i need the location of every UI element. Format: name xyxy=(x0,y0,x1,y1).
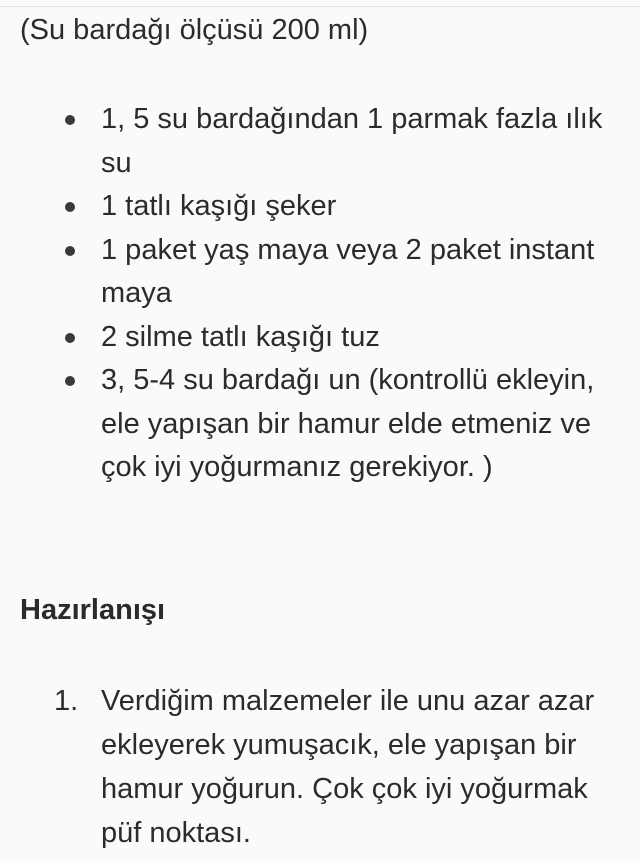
top-divider xyxy=(0,6,640,7)
bullet-icon xyxy=(65,333,75,343)
list-item xyxy=(0,185,640,229)
ingredient-text: 1 paket yaş maya veya 2 paket instant maya xyxy=(101,233,595,309)
list-item xyxy=(0,359,640,490)
bullet-icon xyxy=(65,376,75,386)
step-number: 1. xyxy=(54,685,79,717)
ingredient-text: 1 tatlı kaşığı şeker xyxy=(101,190,337,222)
step-text: Verdiğim malzemeler ile unu azar azar ekleyerek yumuşacık, ele yapışan bir hamur yoğurun. Çok çok iyi yoğurmak püf noktası. xyxy=(101,685,595,849)
ingredients-list xyxy=(0,98,640,490)
steps-list xyxy=(0,679,640,855)
ingredient-text: 1, 5 su bardağından 1 parmak fazla ılık su xyxy=(101,103,603,179)
bullet-icon xyxy=(65,202,75,212)
section-heading: Hazırlanışı xyxy=(20,594,166,626)
measurement-note: (Su bardağı ölçüsü 200 ml) xyxy=(20,14,369,46)
list-item xyxy=(0,98,640,185)
ingredient-text: 3, 5-4 su bardağı un (kontrollü ekleyin, ele yapışan bir hamur elde etmeniz ve çok iyi yoğurmanız gerekiyor. ) xyxy=(101,364,595,483)
list-item xyxy=(0,229,640,316)
bullet-icon xyxy=(65,246,75,256)
ingredient-text: 2 silme tatlı kaşığı tuz xyxy=(101,320,380,353)
step-item xyxy=(0,679,640,855)
bullet-icon xyxy=(65,115,75,125)
list-item xyxy=(0,316,640,360)
